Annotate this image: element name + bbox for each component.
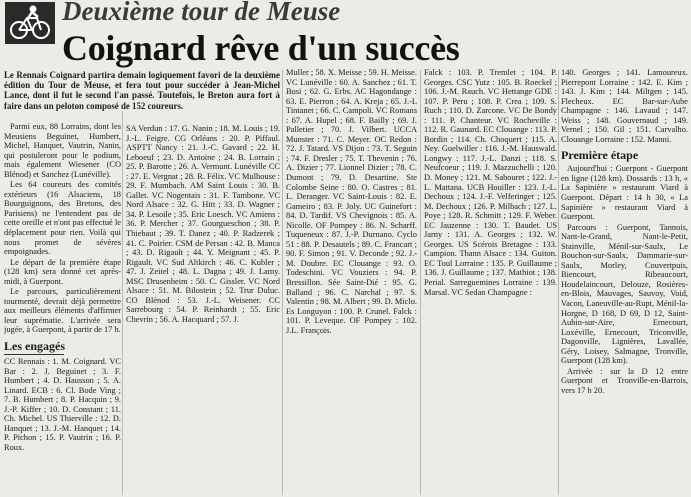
column-divider: [558, 70, 559, 495]
body-paragraph: Les 64 coureurs des comités extérieurs (16 Alsaciens, 18 Bourguignons, des Bretons, des Parisiens) ne l'entendent pas de cette oreille et n'ont pas effectué le déplacement pour rien. Voilà qui nous promet de sévères empoignades.: [4, 180, 121, 257]
column-2: [126, 70, 280, 497]
stage-arrival: Arrivée : sur la D 12 entre Guerpont et Tronville-en-Barrois, vers 17 h 20.: [561, 366, 688, 395]
column-4: [424, 68, 557, 497]
section-heading-engages: Les engagés: [4, 339, 65, 354]
article-headline: Coignard rêve d'un succès: [62, 28, 460, 68]
entrants-list: CC Rennais : 1. M. Coignard. VC Bar : 2. J. Beguinet ; 3. F. Humbert ; 4. D. Hausson ; 5. A. Linard. ECB : 6. Cl. Bode Ving ; 7. B. Humbert ; 8. P. Hacquin ; 9. J.-P. Kiffer ; 10. D. Constant ; 11. Ch. Michel. US Thierville : 12. D. Hanquet ; 13. J.-M. Hanquet ; 14. P. Pichon ; 15. P. Vautrin ; 16. P. Roux.: [4, 357, 121, 452]
section-heading-premiere-etape: Première étape: [561, 148, 639, 163]
article-kicker: Deuxième tour de Meuse: [62, 0, 341, 26]
body-paragraph: Parmi eux, 88 Lorrains, dont les Meusiens Beguinet, Humbert, Michel, Hanquet, Vautrin, Nanin, qui postuleront pour le podium, mais également Wiesener (CO Blénod) et Sanchez (Lunéville).: [4, 122, 121, 179]
entrants-list: Falck : 103. P. Tremlet ; 104. P. Georges. CSC Yutz : 105. B. Roeckel ; 106. J.-M. Rauch. VC Hettange GDE : 107. P. Peru ; 108. P. Crea ; 109. S. Ruch ; 110. D. Zarcone. VC De Bondy : 111. P. Chanteur. VC Rocheville : 112. R. Gaunard. EC Clouange : 113. P. Bordin ; 114. Ch. Choquert ; 115. A. Ney. Guelwiller : 116. J.-M. Hauswald. Longwy : 117. J.-L. Danzi ; 118. S. Neufcoeur ; 119. J. Mazzuchelli ; 120. D. Money ; 121. M. Sabouret ; 122. J.-L. Mattana. UCB Houiller : 123. J.-L. Dechoux ; 124. J.-F. Velferinger ; 125. M. Dechoux ; 126. P. Milbach ; 127. L. Poye ; 128. R. Schmitt ; 129. F. Weber. EC Jauzenne : 130. T. Baudet. US Jarny : 131. A. Georges ; 132. W. Georges. US Scérois Bretagne : 133. Campion. Thann Alsace : 134. Guiton. EC Toul Lorraine : 135. P. Guillaume ; 136. J. Guillaume ; 137. Mathiot ; 138. Perial. Sarreguemines Lorraine : 139. Marsal. VC Sedan Champagne :: [424, 68, 557, 297]
article-lead: Le Rennais Coignard partira demain logiquement favori de la deuxième édition du Tour de Meuse, et fera tout pour succéder à Jean-Michel Lance, dont il fut le second l'an passé. Toutefois, le Breton aura fort à faire dans un peloton composé de 152 coureurs.: [4, 70, 280, 111]
body-paragraph: Le départ de la première étape (128 km) sera donné cet après-midi, à Guerpont.: [4, 257, 121, 286]
column-divider: [282, 70, 283, 495]
column-3: [286, 68, 417, 497]
stage-info: Aujourd'hui : Guerpont - Guerpont en ligne (128 km). Dossards : 13 h, « La Sapinière » restaurant Viard à Guerpont. Départ : 14 h 30, « La Sapinière » restaurant Viard à Guerpont.: [561, 164, 688, 222]
cyclist-logo-icon: [5, 2, 55, 44]
entrants-list: Muller ; 58. X. Meisse ; 59. H. Meisse. VC Lunéville : 60. A. Sanchez ; 61. T. Busi ; 62. G. Erbs. AC Hagondange : 63. E. Pierron ; 64. A. Kreja ; 65. J.-L Tintanet ; 66. C. Campoli. VC Romans : 67. A. Hupel ; 68. F. Bailly ; 69. J. Palletier ; 70. J. Vilbert. UCCA Munster : 71. C. Meyer. OC Redon : 72. J. Tatard. VS Dijon : 73. T. Seguin ; 74. F. Dresler ; 75. T. Thevenin ; 76. A. Dizier ; 77. Lionnel Dizier ; 78. C. Dumont ; 79. D. Desartine. Ste Colombe Seine : 80. O. Castres ; 81. L. Deranger. VC Saint-Louis : 82. E. Gameiro ; 83. P. Joly. UC Guinefort : 84. D. Tardif. VS Chevignois : 85. A. Nicolle. OF Pompey : 86. N. Scharff. Tuqueneux : 87. J.-P. Durnano. Cyclo 51 : 88. P. Desautels ; 89. C. Francart ; 90. F. Simon ; 91. V. Deconde ; 92. J.-M. Doubre. EC Clouange : 93. O. Todeschini. VC Vouziers : 94. P. Bressillon. Sée Saint-Dié : 95. G. Balland ; 96. C. Narchal ; 97. S. Valentin ; 98. M. Albert ; 99. D. Miclo. Es Longuyon : 100. P. Crunel. Falck : 101. P. Leveque. OF Pompey : 102. J.L. François.: [286, 68, 417, 335]
body-paragraph: Le parcours, particulièrement tourmenté, devrait déjà permettre aux meilleurs éléments d'affirmer leur suprématie. L'arrivée sera jugée, à Guerpont, à partir de 17 h.: [4, 287, 121, 335]
stage-route: Parcours : Guerpont, Tannois, Nant-le-Grand, Nant-le-Petit, Stainville, Ménil-sur-Saulx, Le Bouchon-sur-Saulx, Dammarie-sur-Saulx, Morley, Couvertpuis, Biencourt, Ribeaucourt, Houdelaincourt, Delouze, Rosières-en-Blois, Mauvages, Sauvoy, Void, Vacon, Laneuville-au-Rupt, Ménil-la-Horgne, D 168, D 69, D 12, Saint-Aubin-sur-Aire, Ernecourt, Loxéville, Ernecourt, Triconville, Dagonville, Lignières, Lavallée, Géry, Loisey, Salmagne, Tronville, Guerpont (128 km).: [561, 222, 688, 366]
entrants-list: 140. Georges ; 141. Lamoureux. Pierrepont Lorraine : 142. E. Kim ; 143. J. Kim ; 144. Miltgen ; 145. Flecheux. EC Bar-sur-Aube Champagne : 146. Lavaud ; 147. Weiss ; 148. Gouvernaud ; 149. Vernel ; 150. Gil ; 151. Carvalho. Clouange Lorraine : 152. Manni.: [561, 68, 688, 144]
column-5: [561, 68, 688, 497]
column-1: [4, 68, 121, 497]
column-divider: [122, 70, 123, 495]
column-divider: [420, 70, 421, 495]
entrants-list: SA Verdun : 17. G. Nanin ; 18. M. Louis ; 19. J.-L. Feigre. CG Orléans : 20. P. Piffaul. ASPTT Nancy : 21. J.-C. Gavard ; 22. H. Leboeuf ; 23. D. Antoine ; 24. B. Lorrain ; 25. P. Barotte ; 26. A. Vermunt. Lunéville CC : 27. E. Vergnat ; 28. R. Félix. VC Mulhouse : 29. F. Mumbach. AM Saint Louis : 30. B. Gallet. VC Nogentais : 31. F. Tambone. VC Nord Alsace : 32. G. Hitt ; 33. D. Wagner ; 34. P. Lesoile ; 35. Eric Loesch. VC Amiens : 36. P. Mercher ; 37. Gourgueschon ; 38. P. Thiebaut ; 39. T. Danez ; 40. P. Radzerek ; 41. C. Poirier. CSM de Persan : 42. B. Manca ; 43. D. Rigault ; 44. Y. Meignant ; 45. P. Rigault. VC Sud Altkirch : 46. C. Kubler ; 47. J. Zeitel ; 48. L. Dagna ; 49. J. Lamy. MSC Drusenheim : 50. C. Gissler. VC Nord Alsace : 51. M. Bilostein ; 52. Trur Duluc. CO Blénod : 53. J.-L. Weisener. CC Sarrebourg : 54. P. Reinhardt ; 55. Eric Chevrin ; 56. A. Hacquard ; 57. J.: [126, 124, 280, 324]
